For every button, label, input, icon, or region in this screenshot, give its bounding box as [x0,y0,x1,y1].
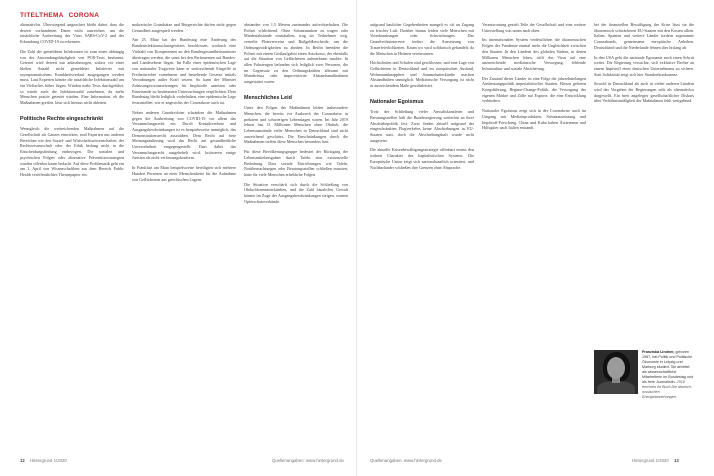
body-paragraph: Neben anderen Grundrechten schränken die Maßnahmen gegen die Ausbreitung von COVID-19 vor allem das Versammlungsrecht ein. Durch Kontaktverbote und Ausgangsbeschränkungen ist es beispielsweise unmöglich, das Demonstrationsrecht auszuüben. Dem Recht auf freie Meinungsäußerung wird das Recht auf gesundheitliche Unversehrtheit entgegengestellt. Dass dabei das Versammlungsrecht ausgehebelt wird, kritisieren einige Juristen als nicht verfassungskonform. [132,109,236,161]
body-paragraph: mokratische Grundsätze und Bürgerrechte dürfen nicht gegen Gesundheit ausgespielt werden. [132,22,236,33]
body-paragraph: aufgrund baulicher Gegebenheiten mangelt es oft an Zugang zu frischer Luft. Darüber hinaus leiden viele Menschen mit Vorerkrankungen oder Schwächungen. Das Grundrechtsinteresse fordert die Aussetzung von Trauerfeierlichkeiten. Kaum wo wird solidarisch gehandelt, da die Menschen in Heimen vereinsamen. [370,22,474,56]
body-paragraph: Die aktuelle Krisenbewältigungsstrategie offenbart erneut den wahren Charakter des kapitalistischen Systems. Die Europäische Union zeigt sich nationalstaatlich orientiert, und Nachbarländer schließen ihre Grenzen ohne Absprache. [370,147,474,170]
topic-label: CORONA [68,12,100,19]
section-subheading: Menschliches Leid [244,94,292,101]
section-header [20,12,99,19]
body-paragraph: Im internationalen System verdeutlichen die ökonomischen Folgen der Pandemie einmal mehr die Ungleichheit zwischen den Staaten. In den Ländern des globalen Südens, in denen Millionen Menschen leben, trifft das Virus auf eine unzureichende medizinische Versorgung, fehlende Infrastruktur und soziale Absicherung. [482,37,586,71]
page-number-left: 12 [20,458,25,463]
footer-source-left[interactable] [272,458,344,463]
body-paragraph: Unter den Folgen der Maßnahmen leiden insbesondere Menschen, die bereits vor Ausbruch der Coronakrise in prekären und schwierigen Lebenslagen waren. Im Jahr 2019 lebten fast 11 Millionen Menschen ohne Obdach, die Lebensumstände vieler Menschen in Deutschland sind nicht ausreichend geschützt. Die Einschränkungen durch die Maßnahmen treffen diese Menschen besonders hart. [244,105,348,145]
text-column-6 [594,22,694,344]
footer-right [632,458,679,463]
text-column-3 [244,22,348,452]
text-column-1 [20,22,124,452]
section-subheading: Nationaler Egoismus [370,98,424,105]
source-link-right[interactable]: Quellenangaben: www.hintergrund.de [370,458,442,463]
body-paragraph: Trotz der Schließung vieler Anwaltskanzleien und Beratungsstellen hält die Bundesregierung weiterhin an ihrer Abschiebepolitik fest. Zwar finden aktuell aufgrund der eingeschränkten Flugverkehrs keine Abschiebungen in EU-Staaten statt, doch die Abschiebungshaft wurde nicht ausgesetzt. [370,109,474,143]
body-paragraph: Wenngleich die weitreichenden Maßnahmen auf die Gesellschaft als Ganzes einwirken, sind Experten aus anderen Bereichen wie den Sozial- und Wirtschaftswissenschaften, der Rechtswissenschaft oder der Ethik bislang nicht in die Entscheidungsfindung einbezogen. Die sozialen und psychischen Folgen oder alternative Präventionsstrategien wurden offenbar kaum bedacht. Auf diese Problematik geht ein am 1. April von Wissenschaftlern aus dem Bereich Public Health veröffentlichtes Thesenpapier ein. [20,126,124,177]
body-paragraph: alternativlos. Überwiegend ungeachtet bleibt dabei, dass die derzeit vorhandenen Daten nicht ausreichen, um die tatsächliche Ausbreitung des Virus SARS-CoV-2 und der Erkrankung COVID-19 zu erkennen. [20,22,124,45]
body-paragraph: Der Zustand dieser Länder ist eine Folge der jahrzehntelangen Ausbeutungspolitik imperialistischer Staaten. Hierzu gehören Kriegsführung, Regime-Change-Politik, die Versorgung der eigenen Märkte und Zölle auf Exporte, die eine Entwicklung verhindern. [482,75,586,104]
body-paragraph: Die Situation verschärft sich durch die Schließung von Obdachlosenunterkünften, und die Zahl häuslicher Gewalt könnte im Zuge der Ausgangsbeschränkungen steigen, warnen Opferschutzverbände. [244,181,348,204]
page-number-right: 13 [674,458,679,463]
author-name: Franziska Lindner, [642,350,675,354]
body-paragraph: Sowohl in Deutschland als auch in vielen anderen Ländern wird das Vorgehen der Regierungen teils als alternativlos dargestellt. Ein breit angelegter gesellschaftlicher Diskurs über Verhältnismäßigkeit der Maßnahmen fehlt weitgehend. [594,81,694,104]
section-subheading: Politische Rechte eingeschränkt [20,115,103,122]
author-bio [594,350,694,448]
author-book-note: 2018 erschien ihr Buch Die deutsch-russischen Energiebeziehungen. [642,380,693,399]
body-paragraph: In Frankfurt am Main beispielsweise beteiligten sich mehrere Hundert Personen an einer Menschenkette für die Aufnahme von Geflüchteten aus griechischen Lagern. [132,165,236,182]
body-paragraph: Hochschulen und Schulen sind geschlossen, und eine Lage von Geflüchteten in Deutschland und im europäischen Ausland, Wohnraumknappheit und Sammelunterkünfte machen Abstandhalten unmöglich. Medizinische Versorgung ist nicht in ausreichendem Maße gewährleistet. [370,60,474,89]
body-paragraph: Die Zahl der gemeldeten Infektionen ist zum einen abhängig von der Anwendungshäufigkeit von PCR-Tests bestimmt. Getestet wird derzeit nur anlassbezogen, sodass vor einer bloßen Anzahl nicht gemeldeter Infizierter mit asymptomatischem Krankheitsverlauf ausgegangen werden muss. Laut Experten könnte die tatsächliche Infektionszahl um ein Vielfaches höher liegen. Würden mehr Tests durchgeführt, so würde auch die Infektionszahl zunehmen, da mehr Menschen positiv getestet würden. Eine Information, ob die Maßnahmen greifen, lässt sich hieraus nicht ableiten. [20,48,124,106]
text-column-2 [132,22,236,452]
body-paragraph: abstanden von 1,5 Metern zueinander aufrechterhalten. Die Polizei schlichtend. Ohne Schutzmasken zu tragen oder Mindestabstände einzuhalten, trug sie Teilnehmer weg, verteilte Platzverweise und Bußgeldbescheide, um die Ordnungswidrigkeiten zu ahnden. In Berlin beendete die Polizei mit einem Großaufgebot einen Autokorso, der ebenfalls auf die Situation von Geflüchteten aufmerksam machte. In allen Fahrzeugen befanden sich lediglich zwei Personen, die im Gegensatz zu den Ordnungskräften allesamt mit Mundschutz oder improvisierter Abstandsmaßnahmen ausgestattet waren. [244,22,348,85]
body-paragraph: bei der finanziellen Bewältigung der Krise lässt sie die ökonomisch schwächeren EU-Staaten mit den Kosten allein. Italien, Spanien und weitere Länder fordern sogenannte Coronabonds, gemeinsame europäische Anleihen. Deutschland und die Niederlande lehnen dies bislang ab. [594,22,694,50]
text-column-5 [482,22,586,452]
author-bio-text [642,350,694,400]
issue-right: Hintergrund 1/2020 [632,458,669,463]
body-paragraph: Verantwortung gezielt Teile der Gesellschaft und eine weitere Unterstellung von unten nach oben. [482,22,586,33]
author-description: geboren 1987, hat Politik und Politische Ökonomie in Leipzig und Marburg studiert. Sie arbeitet als wissenschaftliche Mitarbeiterin im Bundestag und als freie Journalistin. [642,350,694,384]
text-column-4 [370,22,474,452]
footer-source-right[interactable] [370,458,442,463]
issue-left: Hintergrund 1/2020 [29,458,67,463]
footer-left [20,458,67,463]
section-label: TITELTHEMA [20,12,64,19]
source-link-left[interactable]: Quellenangaben: www.hintergrund.de [272,458,344,463]
author-photo [594,350,638,394]
body-paragraph: Am 25. März hat der Bundestag eine Änderung des Bundesinfektionsschutzgesetzes beschlossen, wodurch eine Vielzahl von Kompetenzen an den Bundesgesundheitsminister übertragen werden, die sonst bei den Parlamenten auf Bundes- und Landesebene liegen. Im Falle einer epidemischen Lage von nationaler Tragweite kann er weitreichende Eingriffe in Freiheitsrechte vornehmen und bestehende Gesetze mittels Verordnungen außer Kraft setzen. So kann der Minister Zulassungsvoraussetzungen für Impfstoffe ansetzen oder Einreisende zu bestimmten Untersuchungen verpflichten. Dem Bundestag bleibt lediglich vorbehalten, eine epidemische Lage festzustellen, wie er angesichts der Coronakrise auch tat. [132,37,236,106]
body-paragraph: In den USA geht die nationale Egomanie noch einen Schritt weiter. Die Regierung versuchte, sich exklusive Rechte an einem Impfstoff eines deutschen Unternehmens zu sichern. Statt Solidarität zeigt sich hier Standortkonkurrenz. [594,54,694,77]
body-paragraph: Für diese Bevölkerungsgruppe bedeutet der Rückgang der Lebensmittelausgaben durch Tafeln eine existenzielle Bedrohung. Dass soziale Einrichtungen wie Tafeln, Notübernachtungen oder Beratungsstellen schließen mussten, hatte für viele Menschen erhebliche Folgen. [244,149,348,177]
body-paragraph: Nationaler Egoismus zeigt sich in der Coronakrise auch im Umgang mit Medizinprodukten, Schutzausrüstung und Impfstoff-Forschung. China und Kuba haben Ärzteteams und Hilfsgüter nach Italien entsandt. [482,108,586,131]
